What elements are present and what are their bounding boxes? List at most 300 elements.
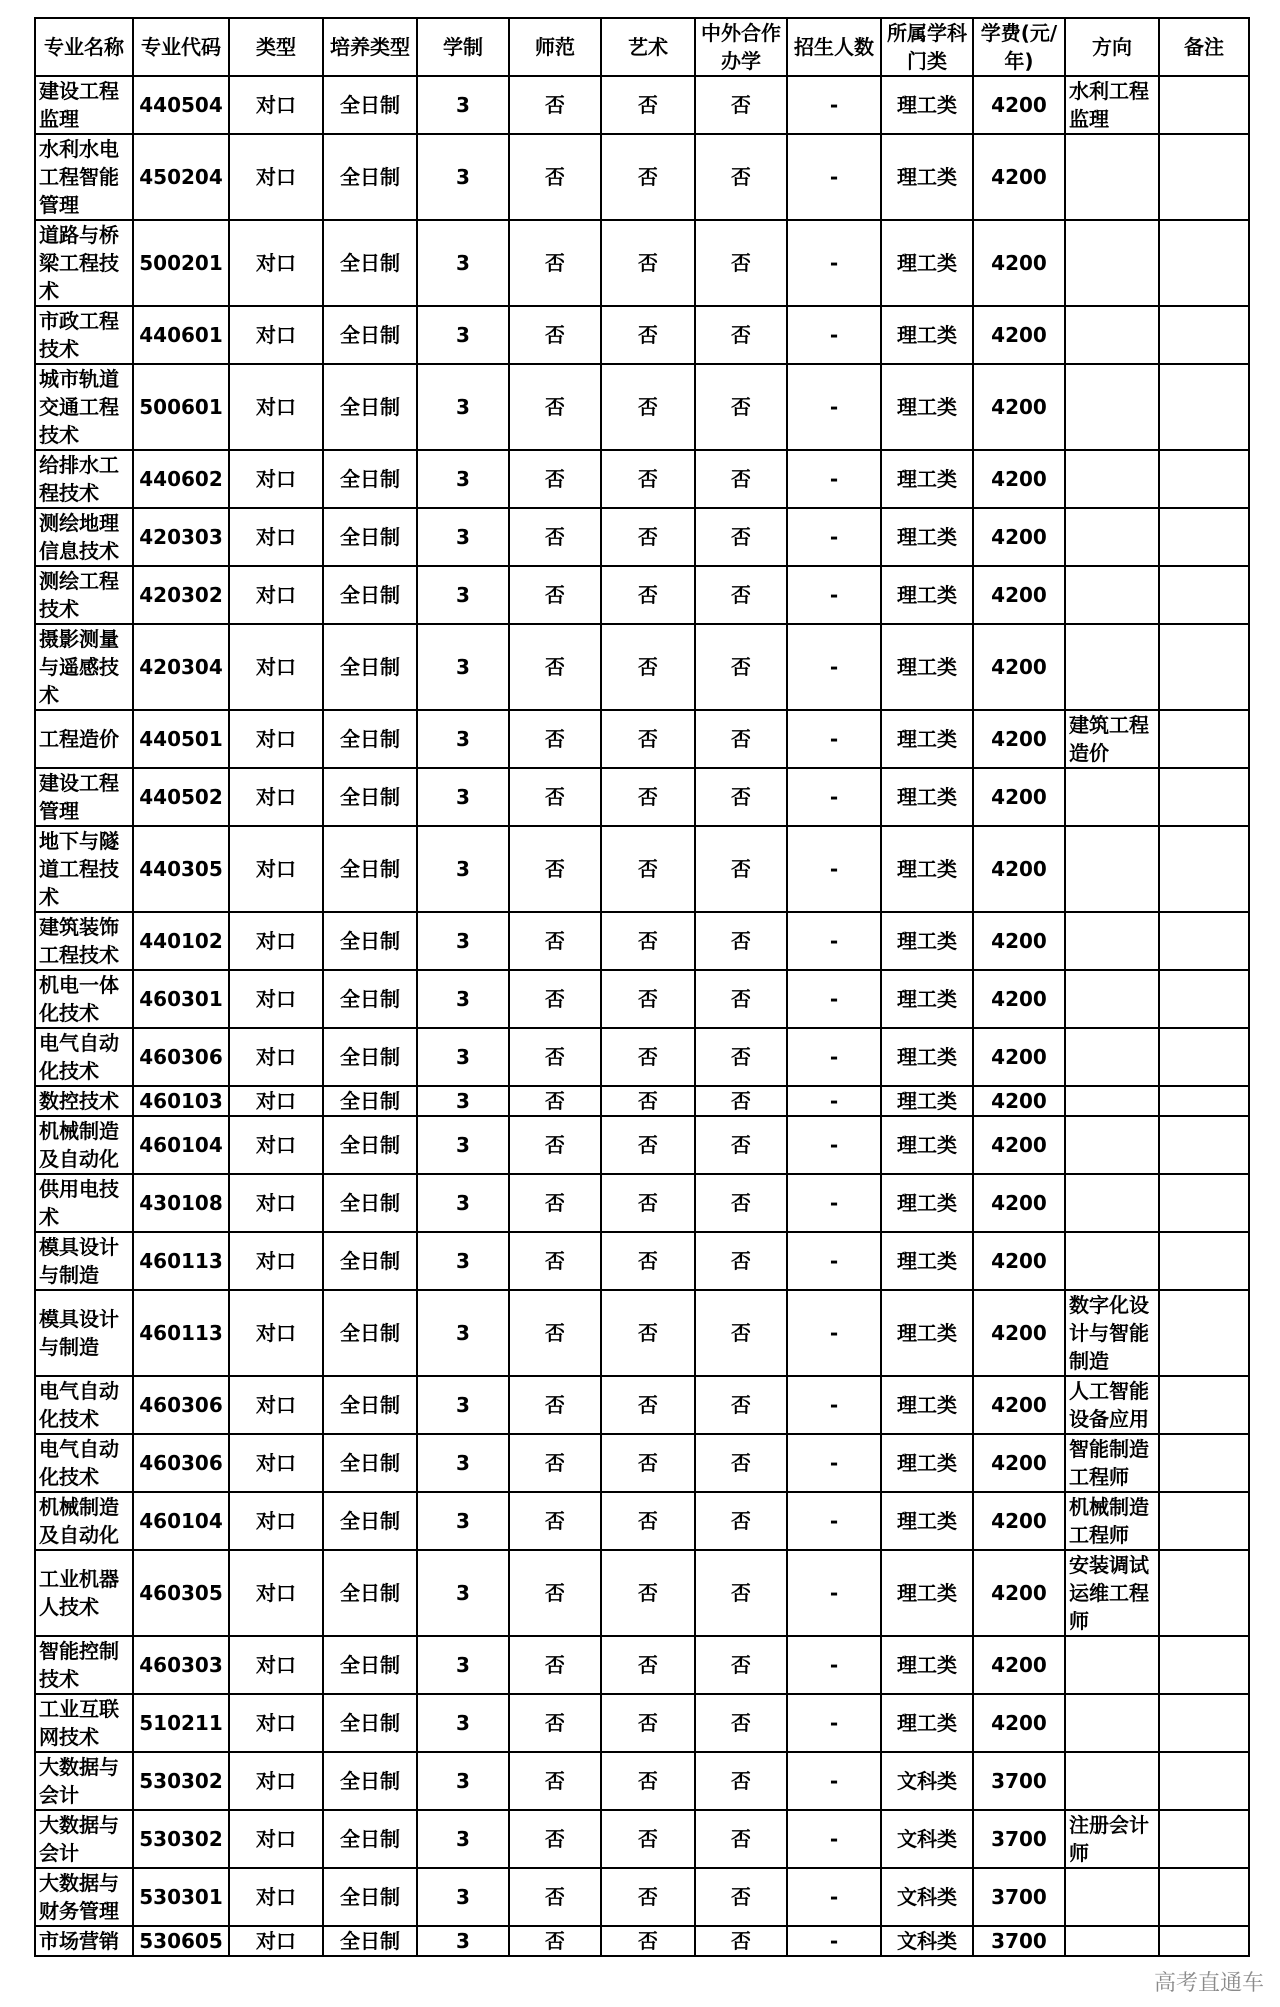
cell-quota: - bbox=[787, 306, 881, 364]
cell-tuition: 4200 bbox=[973, 826, 1065, 912]
cell-major-code: 440501 bbox=[133, 710, 229, 768]
cell-joint: 否 bbox=[695, 1636, 787, 1694]
cell-major-name: 大数据与会计 bbox=[35, 1810, 133, 1868]
table-row bbox=[35, 364, 1249, 450]
cell-major-code: 460104 bbox=[133, 1492, 229, 1550]
cell-tuition: 4200 bbox=[973, 1232, 1065, 1290]
cell-normal: 否 bbox=[509, 1694, 601, 1752]
cell-major-name: 建筑装饰工程技术 bbox=[35, 912, 133, 970]
cell-direction bbox=[1065, 364, 1159, 450]
cell-quota: - bbox=[787, 1116, 881, 1174]
cell-study-mode: 全日制 bbox=[323, 220, 417, 306]
cell-direction bbox=[1065, 970, 1159, 1028]
cell-type: 对口 bbox=[229, 1086, 323, 1116]
cell-major-code: 430108 bbox=[133, 1174, 229, 1232]
cell-study-mode: 全日制 bbox=[323, 710, 417, 768]
cell-art: 否 bbox=[601, 1290, 695, 1376]
cell-study-mode: 全日制 bbox=[323, 364, 417, 450]
cell-discipline: 理工类 bbox=[881, 1550, 973, 1636]
cell-tuition: 3700 bbox=[973, 1752, 1065, 1810]
cell-type: 对口 bbox=[229, 912, 323, 970]
cell-tuition: 4200 bbox=[973, 710, 1065, 768]
cell-normal: 否 bbox=[509, 1028, 601, 1086]
cell-study-mode: 全日制 bbox=[323, 1868, 417, 1926]
cell-tuition: 4200 bbox=[973, 1174, 1065, 1232]
cell-discipline: 理工类 bbox=[881, 1086, 973, 1116]
header-joint: 中外合作办学 bbox=[695, 18, 787, 76]
cell-art: 否 bbox=[601, 1550, 695, 1636]
table-row bbox=[35, 450, 1249, 508]
cell-tuition: 3700 bbox=[973, 1810, 1065, 1868]
cell-duration: 3 bbox=[417, 364, 509, 450]
cell-art: 否 bbox=[601, 1694, 695, 1752]
table-row bbox=[35, 1086, 1249, 1116]
header-normal: 师范 bbox=[509, 18, 601, 76]
cell-quota: - bbox=[787, 912, 881, 970]
cell-type: 对口 bbox=[229, 1694, 323, 1752]
cell-major-name: 机电一体化技术 bbox=[35, 970, 133, 1028]
cell-joint: 否 bbox=[695, 1694, 787, 1752]
cell-major-code: 530301 bbox=[133, 1868, 229, 1926]
cell-quota: - bbox=[787, 450, 881, 508]
cell-remarks bbox=[1159, 508, 1249, 566]
cell-quota: - bbox=[787, 1434, 881, 1492]
cell-direction bbox=[1065, 306, 1159, 364]
table-row bbox=[35, 912, 1249, 970]
cell-normal: 否 bbox=[509, 1376, 601, 1434]
header-tuition: 学费(元/年) bbox=[973, 18, 1065, 76]
cell-art: 否 bbox=[601, 1086, 695, 1116]
cell-tuition: 4200 bbox=[973, 1636, 1065, 1694]
cell-major-code: 420303 bbox=[133, 508, 229, 566]
cell-discipline: 理工类 bbox=[881, 1694, 973, 1752]
cell-study-mode: 全日制 bbox=[323, 1492, 417, 1550]
cell-major-code: 440601 bbox=[133, 306, 229, 364]
cell-tuition: 4200 bbox=[973, 450, 1065, 508]
table-row bbox=[35, 1232, 1249, 1290]
cell-direction: 机械制造工程师 bbox=[1065, 1492, 1159, 1550]
cell-duration: 3 bbox=[417, 768, 509, 826]
cell-joint: 否 bbox=[695, 364, 787, 450]
cell-normal: 否 bbox=[509, 1636, 601, 1694]
cell-direction: 注册会计师 bbox=[1065, 1810, 1159, 1868]
cell-remarks bbox=[1159, 1174, 1249, 1232]
cell-art: 否 bbox=[601, 1636, 695, 1694]
cell-normal: 否 bbox=[509, 624, 601, 710]
cell-major-code: 460306 bbox=[133, 1028, 229, 1086]
cell-tuition: 4200 bbox=[973, 768, 1065, 826]
cell-duration: 3 bbox=[417, 1116, 509, 1174]
cell-quota: - bbox=[787, 1492, 881, 1550]
cell-art: 否 bbox=[601, 826, 695, 912]
cell-joint: 否 bbox=[695, 134, 787, 220]
cell-discipline: 理工类 bbox=[881, 364, 973, 450]
cell-major-name: 建设工程管理 bbox=[35, 768, 133, 826]
cell-major-code: 460103 bbox=[133, 1086, 229, 1116]
cell-joint: 否 bbox=[695, 306, 787, 364]
cell-major-code: 460113 bbox=[133, 1290, 229, 1376]
header-duration: 学制 bbox=[417, 18, 509, 76]
cell-direction bbox=[1065, 1926, 1159, 1956]
cell-remarks bbox=[1159, 1028, 1249, 1086]
cell-tuition: 4200 bbox=[973, 1028, 1065, 1086]
cell-study-mode: 全日制 bbox=[323, 1290, 417, 1376]
cell-joint: 否 bbox=[695, 1492, 787, 1550]
cell-quota: - bbox=[787, 1290, 881, 1376]
cell-remarks bbox=[1159, 826, 1249, 912]
cell-tuition: 4200 bbox=[973, 364, 1065, 450]
cell-tuition: 4200 bbox=[973, 1086, 1065, 1116]
cell-art: 否 bbox=[601, 1492, 695, 1550]
cell-discipline: 理工类 bbox=[881, 508, 973, 566]
cell-type: 对口 bbox=[229, 1434, 323, 1492]
cell-study-mode: 全日制 bbox=[323, 1810, 417, 1868]
cell-art: 否 bbox=[601, 970, 695, 1028]
cell-major-name: 测绘工程技术 bbox=[35, 566, 133, 624]
cell-discipline: 理工类 bbox=[881, 1290, 973, 1376]
table-row bbox=[35, 1290, 1249, 1376]
cell-major-name: 地下与隧道工程技术 bbox=[35, 826, 133, 912]
cell-tuition: 4200 bbox=[973, 1376, 1065, 1434]
cell-quota: - bbox=[787, 566, 881, 624]
table-row bbox=[35, 76, 1249, 134]
cell-joint: 否 bbox=[695, 566, 787, 624]
cell-normal: 否 bbox=[509, 912, 601, 970]
cell-discipline: 理工类 bbox=[881, 1376, 973, 1434]
table-row bbox=[35, 134, 1249, 220]
cell-art: 否 bbox=[601, 450, 695, 508]
cell-art: 否 bbox=[601, 134, 695, 220]
cell-art: 否 bbox=[601, 624, 695, 710]
cell-major-name: 摄影测量与遥感技术 bbox=[35, 624, 133, 710]
cell-discipline: 理工类 bbox=[881, 970, 973, 1028]
cell-remarks bbox=[1159, 1376, 1249, 1434]
cell-major-name: 道路与桥梁工程技术 bbox=[35, 220, 133, 306]
cell-type: 对口 bbox=[229, 1376, 323, 1434]
cell-discipline: 理工类 bbox=[881, 306, 973, 364]
table-row bbox=[35, 1492, 1249, 1550]
cell-quota: - bbox=[787, 1028, 881, 1086]
cell-joint: 否 bbox=[695, 710, 787, 768]
cell-tuition: 4200 bbox=[973, 1434, 1065, 1492]
cell-art: 否 bbox=[601, 364, 695, 450]
cell-joint: 否 bbox=[695, 1290, 787, 1376]
cell-normal: 否 bbox=[509, 450, 601, 508]
cell-discipline: 理工类 bbox=[881, 1492, 973, 1550]
cell-remarks bbox=[1159, 1492, 1249, 1550]
header-art: 艺术 bbox=[601, 18, 695, 76]
cell-joint: 否 bbox=[695, 1116, 787, 1174]
header-major-name: 专业名称 bbox=[35, 18, 133, 76]
header-major-code: 专业代码 bbox=[133, 18, 229, 76]
cell-quota: - bbox=[787, 1926, 881, 1956]
cell-joint: 否 bbox=[695, 1086, 787, 1116]
cell-discipline: 理工类 bbox=[881, 220, 973, 306]
cell-joint: 否 bbox=[695, 1550, 787, 1636]
cell-major-name: 机械制造及自动化 bbox=[35, 1116, 133, 1174]
cell-normal: 否 bbox=[509, 1116, 601, 1174]
enrollment-table-container bbox=[34, 17, 1248, 1957]
cell-remarks bbox=[1159, 1232, 1249, 1290]
cell-major-name: 市场营销 bbox=[35, 1926, 133, 1956]
cell-tuition: 3700 bbox=[973, 1926, 1065, 1956]
cell-major-code: 460305 bbox=[133, 1550, 229, 1636]
cell-major-code: 440602 bbox=[133, 450, 229, 508]
cell-joint: 否 bbox=[695, 450, 787, 508]
cell-direction bbox=[1065, 1116, 1159, 1174]
cell-duration: 3 bbox=[417, 1174, 509, 1232]
cell-normal: 否 bbox=[509, 220, 601, 306]
table-row bbox=[35, 1868, 1249, 1926]
cell-type: 对口 bbox=[229, 1290, 323, 1376]
cell-study-mode: 全日制 bbox=[323, 912, 417, 970]
cell-tuition: 4200 bbox=[973, 1492, 1065, 1550]
cell-normal: 否 bbox=[509, 768, 601, 826]
cell-type: 对口 bbox=[229, 710, 323, 768]
cell-study-mode: 全日制 bbox=[323, 76, 417, 134]
cell-major-code: 460301 bbox=[133, 970, 229, 1028]
cell-major-name: 机械制造及自动化 bbox=[35, 1492, 133, 1550]
cell-duration: 3 bbox=[417, 566, 509, 624]
cell-major-name: 电气自动化技术 bbox=[35, 1434, 133, 1492]
cell-joint: 否 bbox=[695, 1174, 787, 1232]
table-row bbox=[35, 768, 1249, 826]
cell-quota: - bbox=[787, 710, 881, 768]
cell-major-code: 440504 bbox=[133, 76, 229, 134]
cell-normal: 否 bbox=[509, 1810, 601, 1868]
cell-tuition: 4200 bbox=[973, 1290, 1065, 1376]
cell-discipline: 文科类 bbox=[881, 1810, 973, 1868]
cell-study-mode: 全日制 bbox=[323, 1752, 417, 1810]
cell-joint: 否 bbox=[695, 508, 787, 566]
table-row bbox=[35, 566, 1249, 624]
cell-direction: 数字化设计与智能制造 bbox=[1065, 1290, 1159, 1376]
cell-quota: - bbox=[787, 1232, 881, 1290]
cell-duration: 3 bbox=[417, 1636, 509, 1694]
cell-study-mode: 全日制 bbox=[323, 508, 417, 566]
cell-direction: 人工智能设备应用 bbox=[1065, 1376, 1159, 1434]
cell-normal: 否 bbox=[509, 710, 601, 768]
cell-discipline: 理工类 bbox=[881, 1174, 973, 1232]
cell-discipline: 文科类 bbox=[881, 1752, 973, 1810]
cell-quota: - bbox=[787, 1376, 881, 1434]
cell-remarks bbox=[1159, 768, 1249, 826]
cell-duration: 3 bbox=[417, 912, 509, 970]
cell-direction bbox=[1065, 1086, 1159, 1116]
cell-remarks bbox=[1159, 76, 1249, 134]
cell-direction bbox=[1065, 1752, 1159, 1810]
cell-major-name: 大数据与会计 bbox=[35, 1752, 133, 1810]
cell-major-code: 440305 bbox=[133, 826, 229, 912]
cell-normal: 否 bbox=[509, 134, 601, 220]
cell-quota: - bbox=[787, 1086, 881, 1116]
cell-tuition: 4200 bbox=[973, 1694, 1065, 1752]
header-discipline: 所属学科门类 bbox=[881, 18, 973, 76]
table-row bbox=[35, 1376, 1249, 1434]
cell-quota: - bbox=[787, 508, 881, 566]
cell-direction bbox=[1065, 1174, 1159, 1232]
cell-type: 对口 bbox=[229, 826, 323, 912]
cell-discipline: 理工类 bbox=[881, 76, 973, 134]
cell-normal: 否 bbox=[509, 1868, 601, 1926]
cell-art: 否 bbox=[601, 768, 695, 826]
cell-tuition: 4200 bbox=[973, 306, 1065, 364]
cell-type: 对口 bbox=[229, 1116, 323, 1174]
cell-study-mode: 全日制 bbox=[323, 1926, 417, 1956]
cell-remarks bbox=[1159, 1290, 1249, 1376]
cell-discipline: 理工类 bbox=[881, 1434, 973, 1492]
cell-art: 否 bbox=[601, 306, 695, 364]
cell-discipline: 理工类 bbox=[881, 450, 973, 508]
cell-major-code: 440502 bbox=[133, 768, 229, 826]
cell-remarks bbox=[1159, 134, 1249, 220]
cell-major-code: 530605 bbox=[133, 1926, 229, 1956]
cell-art: 否 bbox=[601, 1376, 695, 1434]
cell-major-code: 460306 bbox=[133, 1376, 229, 1434]
cell-remarks bbox=[1159, 1694, 1249, 1752]
cell-joint: 否 bbox=[695, 624, 787, 710]
cell-major-name: 市政工程技术 bbox=[35, 306, 133, 364]
cell-type: 对口 bbox=[229, 364, 323, 450]
cell-type: 对口 bbox=[229, 220, 323, 306]
cell-remarks bbox=[1159, 1752, 1249, 1810]
cell-discipline: 理工类 bbox=[881, 1636, 973, 1694]
cell-type: 对口 bbox=[229, 1028, 323, 1086]
cell-quota: - bbox=[787, 1694, 881, 1752]
cell-type: 对口 bbox=[229, 1868, 323, 1926]
cell-art: 否 bbox=[601, 1232, 695, 1290]
cell-duration: 3 bbox=[417, 1086, 509, 1116]
cell-duration: 3 bbox=[417, 1810, 509, 1868]
cell-type: 对口 bbox=[229, 306, 323, 364]
cell-joint: 否 bbox=[695, 912, 787, 970]
cell-discipline: 理工类 bbox=[881, 134, 973, 220]
cell-quota: - bbox=[787, 134, 881, 220]
cell-direction: 安装调试运维工程师 bbox=[1065, 1550, 1159, 1636]
cell-duration: 3 bbox=[417, 1752, 509, 1810]
cell-major-name: 工业互联网技术 bbox=[35, 1694, 133, 1752]
cell-discipline: 文科类 bbox=[881, 1926, 973, 1956]
cell-art: 否 bbox=[601, 710, 695, 768]
cell-quota: - bbox=[787, 826, 881, 912]
cell-type: 对口 bbox=[229, 1492, 323, 1550]
cell-tuition: 4200 bbox=[973, 912, 1065, 970]
cell-type: 对口 bbox=[229, 566, 323, 624]
cell-study-mode: 全日制 bbox=[323, 1028, 417, 1086]
cell-duration: 3 bbox=[417, 826, 509, 912]
enrollment-table bbox=[34, 17, 1250, 1957]
cell-direction: 水利工程监理 bbox=[1065, 76, 1159, 134]
cell-joint: 否 bbox=[695, 1926, 787, 1956]
cell-quota: - bbox=[787, 1636, 881, 1694]
cell-quota: - bbox=[787, 768, 881, 826]
cell-study-mode: 全日制 bbox=[323, 1636, 417, 1694]
cell-joint: 否 bbox=[695, 1434, 787, 1492]
cell-joint: 否 bbox=[695, 1376, 787, 1434]
cell-normal: 否 bbox=[509, 970, 601, 1028]
cell-study-mode: 全日制 bbox=[323, 970, 417, 1028]
cell-major-code: 460104 bbox=[133, 1116, 229, 1174]
cell-major-name: 模具设计与制造 bbox=[35, 1232, 133, 1290]
cell-major-code: 460306 bbox=[133, 1434, 229, 1492]
cell-joint: 否 bbox=[695, 970, 787, 1028]
cell-discipline: 理工类 bbox=[881, 624, 973, 710]
cell-normal: 否 bbox=[509, 1492, 601, 1550]
cell-art: 否 bbox=[601, 1028, 695, 1086]
cell-major-code: 510211 bbox=[133, 1694, 229, 1752]
cell-duration: 3 bbox=[417, 1028, 509, 1086]
cell-major-code: 530302 bbox=[133, 1810, 229, 1868]
cell-tuition: 4200 bbox=[973, 566, 1065, 624]
table-row bbox=[35, 1434, 1249, 1492]
cell-remarks bbox=[1159, 1926, 1249, 1956]
cell-major-name: 测绘地理信息技术 bbox=[35, 508, 133, 566]
cell-art: 否 bbox=[601, 912, 695, 970]
watermark: 高考直通车 bbox=[1153, 1971, 1264, 1996]
cell-art: 否 bbox=[601, 1752, 695, 1810]
cell-art: 否 bbox=[601, 1116, 695, 1174]
cell-direction: 智能制造工程师 bbox=[1065, 1434, 1159, 1492]
cell-duration: 3 bbox=[417, 624, 509, 710]
cell-tuition: 4200 bbox=[973, 970, 1065, 1028]
cell-major-name: 给排水工程技术 bbox=[35, 450, 133, 508]
cell-art: 否 bbox=[601, 508, 695, 566]
cell-direction bbox=[1065, 1868, 1159, 1926]
table-row bbox=[35, 624, 1249, 710]
cell-joint: 否 bbox=[695, 1752, 787, 1810]
cell-type: 对口 bbox=[229, 768, 323, 826]
cell-joint: 否 bbox=[695, 1028, 787, 1086]
table-row bbox=[35, 508, 1249, 566]
cell-normal: 否 bbox=[509, 1232, 601, 1290]
cell-major-name: 模具设计与制造 bbox=[35, 1290, 133, 1376]
cell-duration: 3 bbox=[417, 710, 509, 768]
cell-major-code: 460303 bbox=[133, 1636, 229, 1694]
cell-art: 否 bbox=[601, 1434, 695, 1492]
cell-art: 否 bbox=[601, 1868, 695, 1926]
cell-type: 对口 bbox=[229, 970, 323, 1028]
cell-major-code: 500601 bbox=[133, 364, 229, 450]
cell-major-name: 电气自动化技术 bbox=[35, 1028, 133, 1086]
cell-study-mode: 全日制 bbox=[323, 826, 417, 912]
cell-normal: 否 bbox=[509, 364, 601, 450]
cell-type: 对口 bbox=[229, 450, 323, 508]
table-header-row bbox=[35, 18, 1249, 76]
cell-discipline: 理工类 bbox=[881, 1232, 973, 1290]
cell-direction bbox=[1065, 134, 1159, 220]
cell-normal: 否 bbox=[509, 566, 601, 624]
cell-discipline: 理工类 bbox=[881, 1116, 973, 1174]
cell-major-code: 440102 bbox=[133, 912, 229, 970]
cell-duration: 3 bbox=[417, 134, 509, 220]
cell-duration: 3 bbox=[417, 1290, 509, 1376]
table-row bbox=[35, 1694, 1249, 1752]
cell-art: 否 bbox=[601, 1926, 695, 1956]
cell-major-code: 420304 bbox=[133, 624, 229, 710]
cell-direction bbox=[1065, 624, 1159, 710]
cell-quota: - bbox=[787, 1810, 881, 1868]
cell-remarks bbox=[1159, 1810, 1249, 1868]
table-row bbox=[35, 1550, 1249, 1636]
cell-joint: 否 bbox=[695, 1810, 787, 1868]
table-row bbox=[35, 1636, 1249, 1694]
cell-study-mode: 全日制 bbox=[323, 450, 417, 508]
cell-major-name: 电气自动化技术 bbox=[35, 1376, 133, 1434]
cell-type: 对口 bbox=[229, 1636, 323, 1694]
cell-discipline: 理工类 bbox=[881, 826, 973, 912]
table-row bbox=[35, 826, 1249, 912]
cell-tuition: 4200 bbox=[973, 1116, 1065, 1174]
